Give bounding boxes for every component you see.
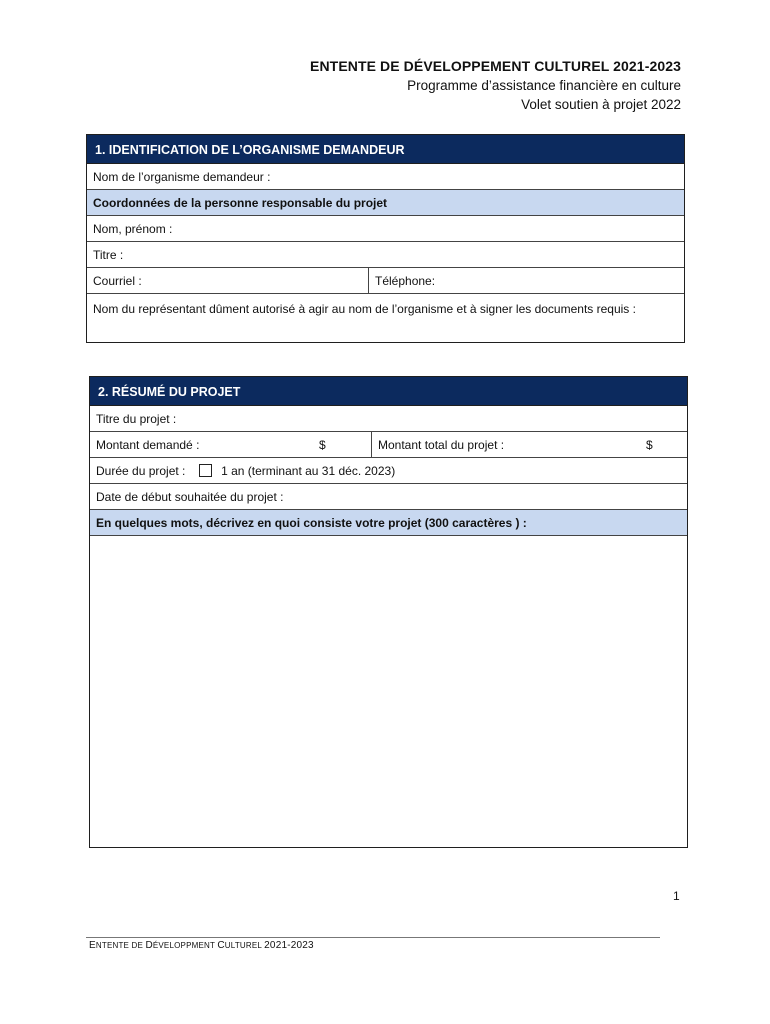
org-name-field[interactable]: Nom de l’organisme demandeur :	[87, 164, 684, 190]
amount-requested-label: Montant demandé :	[96, 438, 200, 452]
description-textarea[interactable]	[90, 536, 687, 847]
contact-header: Coordonnées de la personne responsable du projet	[87, 190, 684, 216]
total-amount-field[interactable]	[371, 432, 687, 457]
duration-label: Durée du projet :	[96, 464, 186, 478]
section-project-summary	[89, 376, 688, 848]
document-title: ENTENTE DE DÉVELOPPEMENT CULTUREL 2021-2023	[310, 58, 681, 74]
footer-text-part: C	[217, 940, 225, 951]
footer-text	[89, 940, 314, 951]
component-subtitle: Volet soutien à projet 2022	[521, 97, 681, 112]
representative-field[interactable]: Nom du représentant dûment autorisé à agir au nom de l’organisme et à signer les documents requis :	[93, 302, 636, 316]
email-phone-row	[87, 268, 684, 294]
total-amount-label: Montant total du projet :	[378, 438, 505, 452]
footer-text-part: ULTUREL	[224, 941, 265, 950]
section-identification	[86, 134, 685, 343]
footer-text-part: NTENTE DE	[95, 941, 146, 950]
program-subtitle: Programme d’assistance financière en culture	[407, 78, 681, 93]
amount-requested-field[interactable]	[90, 432, 371, 457]
email-field[interactable]: Courriel :	[93, 274, 142, 288]
footer-text-part: 2021-2023	[264, 940, 314, 951]
duration-row	[90, 458, 687, 484]
section-identification-title: 1. IDENTIFICATION DE L’ORGANISME DEMANDEUR	[87, 135, 684, 164]
footer-divider	[86, 937, 660, 938]
document-header	[310, 56, 681, 114]
duration-checkbox[interactable]	[199, 464, 212, 477]
start-date-field[interactable]: Date de début souhaitée du projet :	[90, 484, 687, 510]
amount-row	[90, 432, 687, 458]
page-number: 1	[673, 889, 680, 903]
footer-text-part: E	[89, 940, 96, 951]
title-field[interactable]: Titre :	[87, 242, 684, 268]
project-title-field[interactable]: Titre du projet :	[90, 406, 687, 432]
footer-text-part: ÉVELOPPMENT	[152, 941, 218, 950]
duration-option-label: 1 an (terminant au 31 déc. 2023)	[221, 464, 396, 478]
phone-field[interactable]: Téléphone:	[368, 268, 684, 293]
dollar-sign: $	[646, 438, 653, 452]
dollar-sign: $	[319, 438, 326, 452]
name-field[interactable]: Nom, prénom :	[87, 216, 684, 242]
section-project-summary-title: 2. RÉSUMÉ DU PROJET	[90, 377, 687, 406]
footer-text-part: D	[145, 940, 153, 951]
description-prompt: En quelques mots, décrivez en quoi consiste votre projet (300 caractères ) :	[90, 510, 687, 536]
